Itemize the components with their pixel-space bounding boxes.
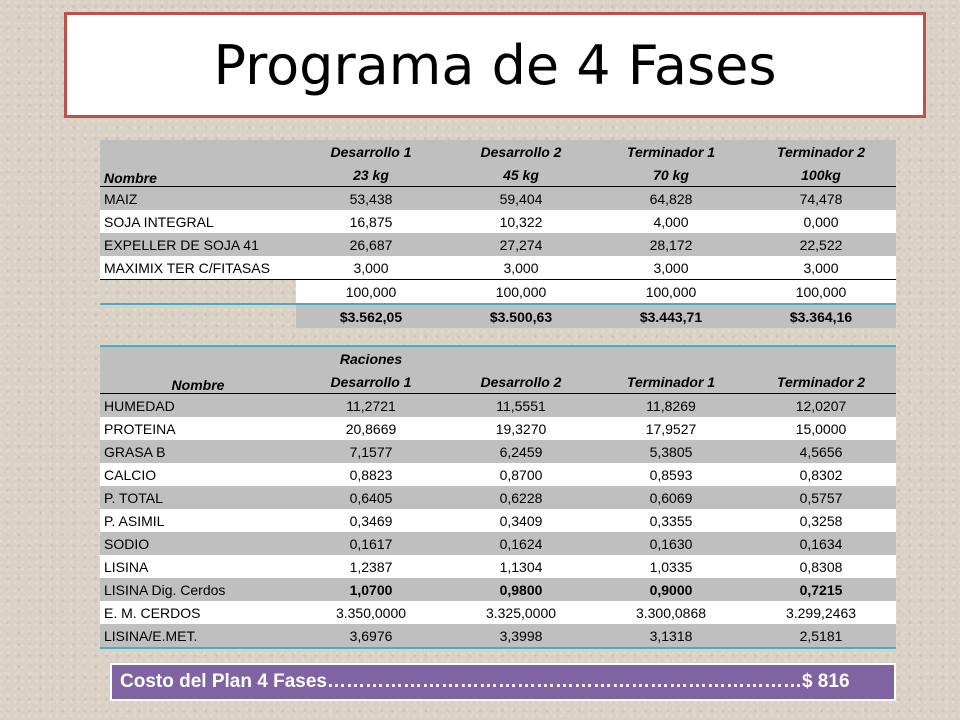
table-cell: 7,1577 [296, 440, 446, 463]
table-cell: 0,3355 [596, 509, 746, 532]
table-cell: 74,478 [746, 187, 896, 211]
table-row [100, 210, 896, 233]
header-cell: Terminador 2 [746, 140, 896, 163]
ingredient-name: MAXIMIX TER C/FITASAS [100, 256, 296, 280]
table-row [100, 509, 896, 532]
total-cell: 100,000 [446, 280, 596, 305]
page-title: Programa de 4 Fases [213, 33, 777, 97]
total-cell: 100,000 [596, 280, 746, 305]
cost-cell: $3.562,05 [296, 304, 446, 328]
table-cell: 16,875 [296, 210, 446, 233]
table-row [100, 463, 896, 486]
table-cell: 59,404 [446, 187, 596, 211]
table-cell: 26,687 [296, 233, 446, 256]
table-row [100, 256, 896, 280]
table-cell: 15,0000 [746, 417, 896, 440]
header-cell [446, 346, 596, 370]
nutrient-name: LISINA [100, 555, 296, 578]
header-cell: Terminador 1 [596, 140, 746, 163]
table-cell: 3,3998 [446, 624, 596, 648]
table-cell: 1,0335 [596, 555, 746, 578]
table-cell: 4,000 [596, 210, 746, 233]
table-cell: 3.300,0868 [596, 601, 746, 624]
header-cell: Nombre [100, 163, 296, 187]
blank-cell [100, 280, 296, 305]
table-cell: 12,0207 [746, 394, 896, 418]
table-cell: 27,274 [446, 233, 596, 256]
header-cell: Desarrollo 1 [296, 140, 446, 163]
header-cell: Raciones [296, 346, 446, 370]
header-cell: 23 kg [296, 163, 446, 187]
nutrient-name: PROTEINA [100, 417, 296, 440]
table-cell: 19,3270 [446, 417, 596, 440]
table-row [100, 486, 896, 509]
table-cell: 1,2387 [296, 555, 446, 578]
table-cell: 0,1617 [296, 532, 446, 555]
table-cell: 0,3469 [296, 509, 446, 532]
table-cell: 11,5551 [446, 394, 596, 418]
table-cell: 4,5656 [746, 440, 896, 463]
table-row [100, 578, 896, 601]
header-cell: 70 kg [596, 163, 746, 187]
header-cell [100, 140, 296, 163]
table-cell: 6,2459 [446, 440, 596, 463]
nutrient-table [100, 345, 896, 649]
table-cell: 0,8700 [446, 463, 596, 486]
cost-cell: $3.500,63 [446, 304, 596, 328]
table-cell: 0,000 [746, 210, 896, 233]
header-cell [596, 346, 746, 370]
table-row [100, 532, 896, 555]
header-cell: 45 kg [446, 163, 596, 187]
header-cell: Desarrollo 1 [296, 370, 446, 394]
table-row [100, 555, 896, 578]
table-row [100, 440, 896, 463]
table-cell: 0,1624 [446, 532, 596, 555]
table-cell: 0,8308 [746, 555, 896, 578]
table-cell: 3.350,0000 [296, 601, 446, 624]
table-cell: 53,438 [296, 187, 446, 211]
table-row [100, 187, 896, 211]
table-cell: 11,8269 [596, 394, 746, 418]
table-cell: 1,0700 [296, 578, 446, 601]
nutrient-name: SODIO [100, 532, 296, 555]
nutrient-name: P. ASIMIL [100, 509, 296, 532]
table-cell: 0,3409 [446, 509, 596, 532]
table-cell: 0,6069 [596, 486, 746, 509]
ingredient-name: MAIZ [100, 187, 296, 211]
table-row [100, 394, 896, 418]
header-cell [746, 346, 896, 370]
table-cell: 3,1318 [596, 624, 746, 648]
nutrient-name: GRASA B [100, 440, 296, 463]
table-cell: 0,6405 [296, 486, 446, 509]
ingredient-name: EXPELLER DE SOJA 41 [100, 233, 296, 256]
table-cell: 3,6976 [296, 624, 446, 648]
header-cell: Terminador 2 [746, 370, 896, 394]
table-cell: 3.299,2463 [746, 601, 896, 624]
table-cell: 3,000 [296, 256, 446, 280]
table-cell: 3.325,0000 [446, 601, 596, 624]
table-cell: 0,8823 [296, 463, 446, 486]
table-header-bottom [100, 370, 896, 394]
totals-row [100, 280, 896, 305]
table-cell: 0,6228 [446, 486, 596, 509]
cost-row [100, 304, 896, 328]
table-row [100, 601, 896, 624]
table-header-bottom [100, 163, 896, 187]
table-cell: 1,1304 [446, 555, 596, 578]
table-cell: 0,3258 [746, 509, 896, 532]
table-cell: 28,172 [596, 233, 746, 256]
table-cell: 0,8593 [596, 463, 746, 486]
total-cell: 100,000 [746, 280, 896, 305]
nutrient-name: HUMEDAD [100, 394, 296, 418]
table-row [100, 233, 896, 256]
table-header-top [100, 346, 896, 370]
table-cell: 0,7215 [746, 578, 896, 601]
table-cell: 0,1634 [746, 532, 896, 555]
table-cell: 17,9527 [596, 417, 746, 440]
header-cell: Desarrollo 2 [446, 140, 596, 163]
table-cell: 2,5181 [746, 624, 896, 648]
table-cell: 0,5757 [746, 486, 896, 509]
table-cell: 5,3805 [596, 440, 746, 463]
header-cell: Terminador 1 [596, 370, 746, 394]
table-cell: 11,2721 [296, 394, 446, 418]
table-cell: 0,8302 [746, 463, 896, 486]
table-cell: 20,8669 [296, 417, 446, 440]
nutrient-name: E. M. CERDOS [100, 601, 296, 624]
header-cell: Desarrollo 2 [446, 370, 596, 394]
table-row [100, 417, 896, 440]
blank-cell [100, 304, 296, 328]
table-cell: 22,522 [746, 233, 896, 256]
formula-table [100, 140, 896, 328]
ingredient-name: SOJA INTEGRAL [100, 210, 296, 233]
table-cell: 0,9000 [596, 578, 746, 601]
header-cell [100, 346, 296, 370]
title-box [64, 12, 926, 118]
nutrient-name: P. TOTAL [100, 486, 296, 509]
table-cell: 3,000 [746, 256, 896, 280]
table-header-top [100, 140, 896, 163]
cost-cell: $3.364,16 [746, 304, 896, 328]
table-row [100, 624, 896, 648]
table-cell: 3,000 [446, 256, 596, 280]
nutrient-name: LISINA Dig. Cerdos [100, 578, 296, 601]
header-cell: 100kg [746, 163, 896, 187]
table-cell: 64,828 [596, 187, 746, 211]
table-cell: 0,9800 [446, 578, 596, 601]
nutrient-name: CALCIO [100, 463, 296, 486]
table-cell: 0,1630 [596, 532, 746, 555]
header-cell: Nombre [100, 370, 296, 394]
table-cell: 10,322 [446, 210, 596, 233]
table-cell: 3,000 [596, 256, 746, 280]
cost-summary-bar: Costo del Plan 4 Fases…………………………………………………………………$ 816 [110, 663, 896, 701]
cost-cell: $3.443,71 [596, 304, 746, 328]
total-cell: 100,000 [296, 280, 446, 305]
nutrient-name: LISINA/E.MET. [100, 624, 296, 648]
